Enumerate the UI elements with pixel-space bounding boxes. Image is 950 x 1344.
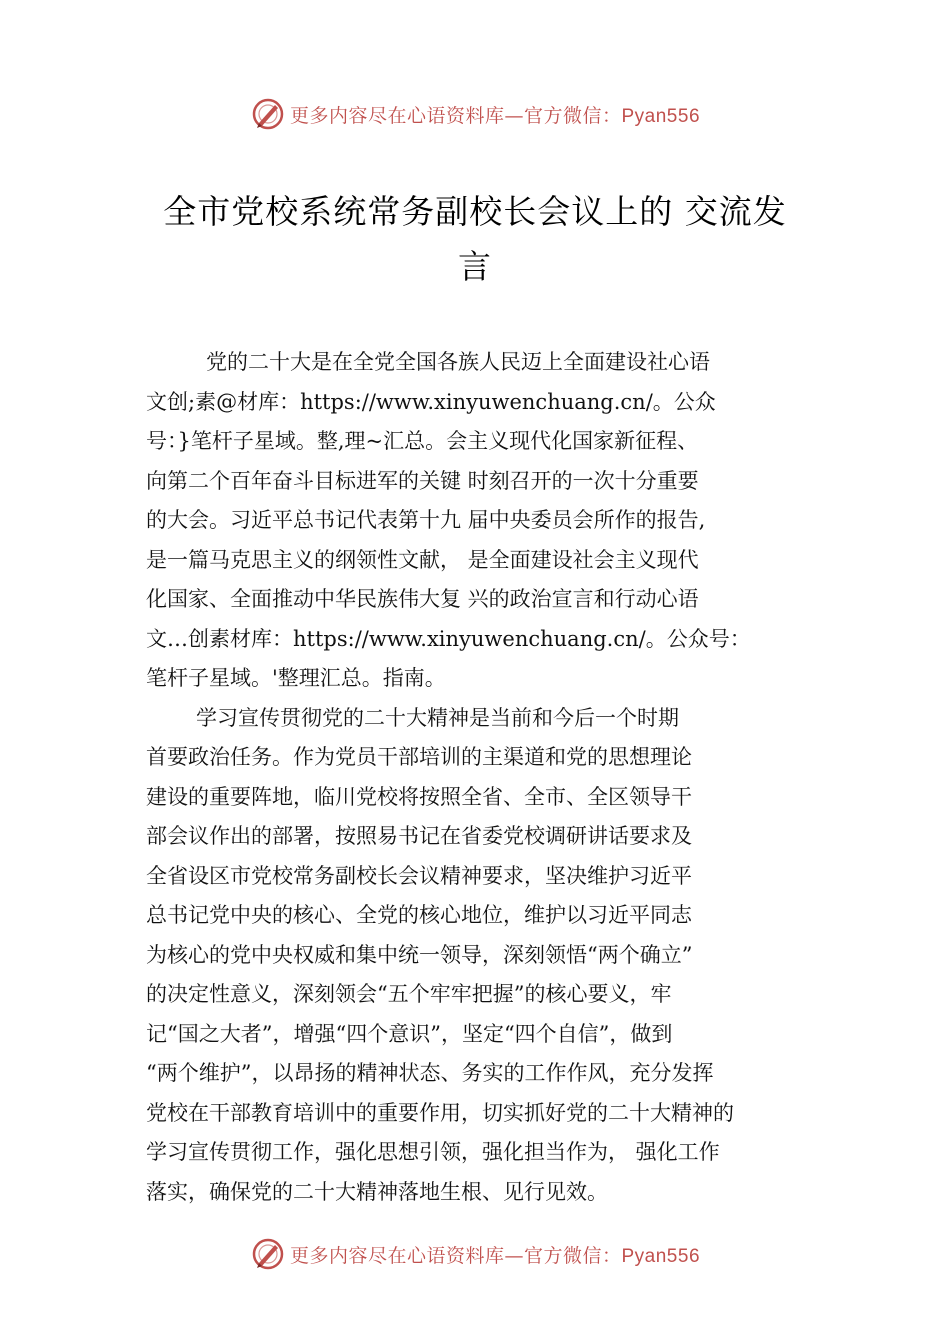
- document-body: [146, 343, 836, 1212]
- paragraph-line: 是一篇马克思主义的纲领性文献， 是全面建设社会主义现代: [146, 547, 699, 572]
- paragraph-line: 党的二十大是在全党全国各族人民迈上全面建设社心语: [206, 350, 710, 374]
- paragraph-1: [146, 343, 836, 699]
- paragraph-line: 文…创素材库：https://www.xinyuwenchuang.cn/。公众号：: [146, 626, 751, 651]
- paragraph-line: 的决定性意义，深刻领会“五个牢牢把握”的核心要义，牢: [146, 982, 672, 1006]
- paragraph-line: 向第二个百年奋斗目标进军的关键 时刻召开的一次十分重要: [146, 468, 699, 493]
- paragraph-line: 笔杆子星域。'整理汇总。指南。: [146, 666, 446, 690]
- paragraph-line: 党校在干部教育培训中的重要作用，切实抓好党的二十大精神的: [146, 1100, 734, 1125]
- title-line-2: 言: [458, 247, 492, 286]
- title-line-1: 全市党校系统常务副校长会议上的 交流发: [163, 192, 787, 231]
- paragraph-line: 建设的重要阵地，临川党校将按照全省、全市、全区领导干: [146, 784, 692, 809]
- banner-text: 更多内容尽在心语资料库—官方微信：Pyan556: [289, 104, 701, 127]
- wechat-id: Pyan556: [621, 1245, 701, 1267]
- wechat-id: Pyan556: [621, 105, 701, 127]
- paragraph-line: 总书记党中央的核心、全党的核心地位，维护以习近平同志: [146, 903, 692, 927]
- paragraph-line: 为核心的党中央权威和集中统一领导，深刻领悟“两个确立”: [146, 942, 693, 967]
- header-banner: [0, 94, 950, 134]
- paragraph-line: 的大会。习近平总书记代表第十九 届中央委员会所作的报告,: [146, 508, 706, 532]
- paragraph-line: 全省设区市党校常务副校长会议精神要求，坚决维护习近平: [146, 863, 692, 888]
- paragraph-line: 落实，确保党的二十大精神落地生根、见行见效。: [146, 1179, 608, 1204]
- paragraph-line: “两个维护”，以昂扬的精神状态、务实的工作作风，充分发挥: [146, 1061, 714, 1085]
- paragraph-line: 号：}笔杆子星域。整,理~汇总。会主义现代化国家新征程、: [146, 429, 699, 453]
- paragraph-line: 文创;素@材库：https://www.xinyuwenchuang.cn/。公众: [146, 389, 716, 414]
- pen-circle-logo-icon: [250, 96, 286, 132]
- footer-banner: [0, 1234, 950, 1274]
- paragraph-line: 首要政治任务。作为党员干部培训的主渠道和党的思想理论: [146, 745, 692, 769]
- pen-circle-logo-icon: [250, 1236, 286, 1272]
- paragraph-2: [146, 699, 836, 1213]
- paragraph-line: 记“国之大者”，增强“四个意识”，坚定“四个自信”，做到: [146, 1021, 673, 1046]
- paragraph-line: 学习宣传贯彻党的二十大精神是当前和今后一个时期: [196, 705, 679, 730]
- paragraph-line: 部会议作出的部署，按照易书记在省委党校调研讲话要求及: [146, 824, 692, 848]
- banner-text: 更多内容尽在心语资料库—官方微信：Pyan556: [289, 1244, 701, 1267]
- paragraph-line: 学习宣传贯彻工作，强化思想引领，强化担当作为， 强化工作: [146, 1140, 720, 1164]
- paragraph-line: 化国家、全面推动中华民族伟大复 兴的政治宣言和行动心语: [146, 587, 699, 611]
- document-title: [140, 184, 810, 294]
